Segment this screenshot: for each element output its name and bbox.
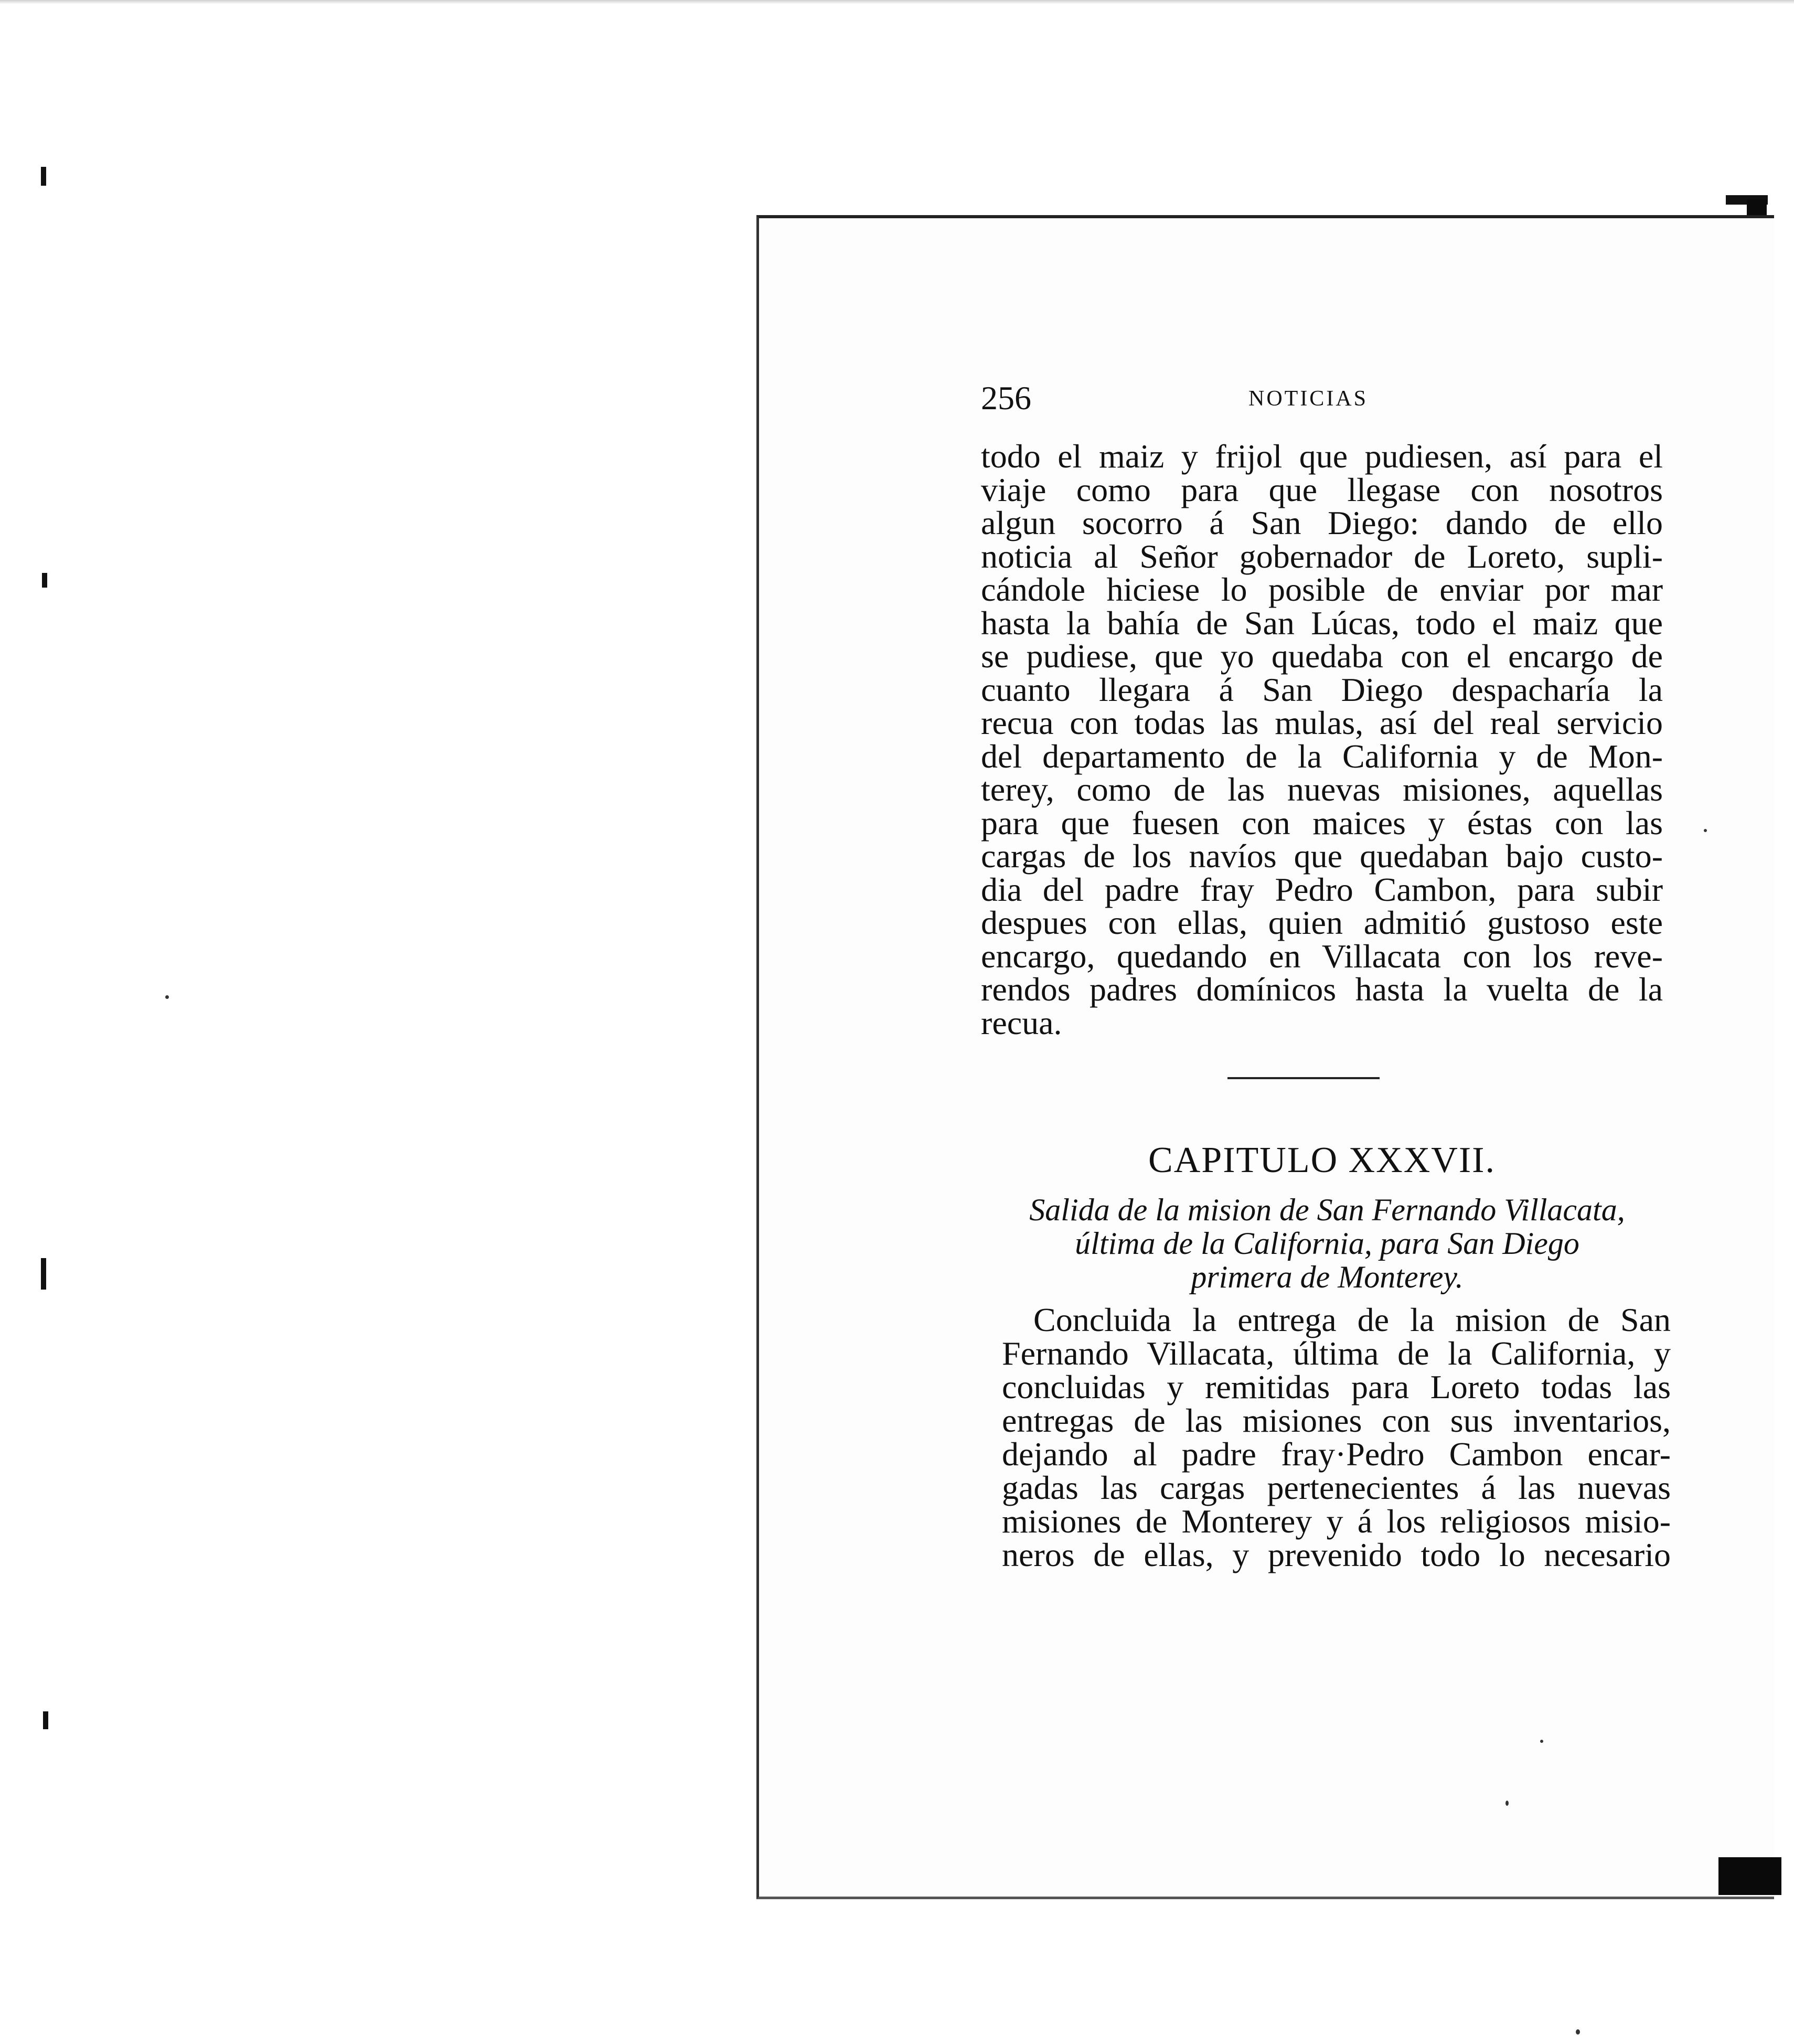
text-line: para que fuesen con maices y éstas con las <box>981 804 1663 842</box>
running-head <box>981 379 1443 426</box>
running-title: NOTICIAS <box>1248 387 1368 411</box>
scan-mark <box>41 167 46 186</box>
text-line: gadas las cargas pertenecientes á las nuevas <box>1002 1469 1671 1506</box>
text-line: rendos padres domínicos hasta la vuelta de la <box>981 971 1663 1008</box>
scan-top-edge <box>0 0 1794 4</box>
scan-mark <box>41 1258 46 1290</box>
scan-mark <box>42 573 47 588</box>
text-line: misiones de Monterey y á los religiosos misio- <box>1002 1503 1671 1540</box>
text-line: del departamento de la California y de Mon- <box>981 737 1663 775</box>
text-line: cuanto llegara á San Diego despacharía la <box>981 670 1663 708</box>
scan-speck <box>1505 1801 1509 1806</box>
text-line: Fernando Villacata, última de la California, y <box>1002 1335 1671 1372</box>
text-line: recua. <box>981 1004 1062 1041</box>
text-line: recua con todas las mulas, así del real servicio <box>981 704 1663 741</box>
chapter-paragraph <box>1002 1303 1671 1572</box>
scan-speck <box>1576 2029 1580 2035</box>
subtitle-line: primera de Monterey. <box>1191 1260 1464 1294</box>
chapter-heading: CAPITULO XXXVII. <box>1148 1140 1496 1180</box>
text-line: algun socorro á San Diego: dando de ello <box>981 504 1663 541</box>
scan-mark <box>43 1711 48 1729</box>
text-line: viaje como para que llegase con nosotros <box>981 471 1663 508</box>
text-line: cándole hiciese lo posible de enviar por mar <box>981 571 1663 608</box>
text-line: dia del padre fray Pedro Cambon, para subir <box>981 870 1663 908</box>
text-line: dejando al padre fray·Pedro Cambon encar- <box>1002 1435 1671 1473</box>
subtitle-line: Salida de la mision de San Fernando Villacata, <box>1029 1193 1625 1227</box>
text-line: entregas de las misiones con sus inventarios, <box>1002 1402 1671 1439</box>
scan-speck <box>1540 1740 1543 1743</box>
text-line: todo el maiz y frijol que pudiesen, así para el <box>981 438 1663 475</box>
body-paragraph <box>981 440 1663 1039</box>
text-line: hasta la bahía de San Lúcas, todo el maiz que <box>981 604 1663 642</box>
scan-speck <box>165 995 169 999</box>
text-line: encargo, quedando en Villacata con los reve- <box>981 937 1663 975</box>
scan-speck <box>1704 829 1707 832</box>
text-line: se pudiese, que yo quedaba con el encargo de <box>981 637 1663 675</box>
text-line: despues con ellas, quien admitió gustoso este <box>981 904 1663 941</box>
text-line: concluidas y remitidas para Loreto todas las <box>1002 1368 1671 1406</box>
page-number: 256 <box>981 379 1031 417</box>
text-line: cargas de los navíos que quedaban bajo custo- <box>981 837 1663 875</box>
text-line: terey, como de las nuevas misiones, aquellas <box>981 771 1663 808</box>
section-divider <box>1227 1077 1380 1079</box>
page-bottom-shadow <box>1718 1857 1781 1895</box>
subtitle-line: última de la California, para San Diego <box>1075 1226 1579 1261</box>
text-line: neros de ellas, y prevenido todo lo necesario <box>1002 1536 1671 1573</box>
text-line: noticia al Señor gobernador de Loreto, supli- <box>981 537 1663 575</box>
chapter-subtitle <box>986 1193 1668 1294</box>
text-line: Concluida la entrega de la mision de San <box>1033 1301 1671 1338</box>
